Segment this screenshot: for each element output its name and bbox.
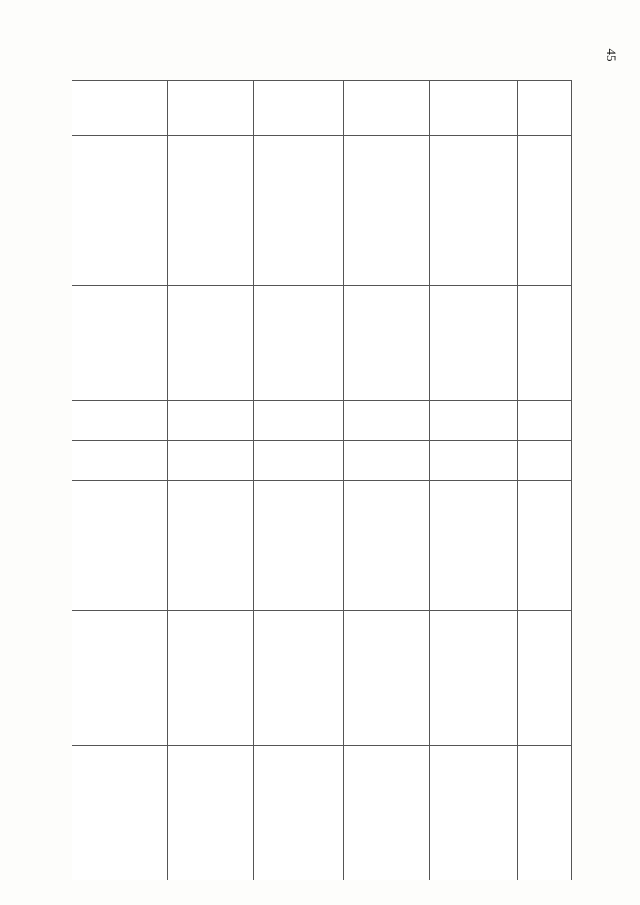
table-cell-code: [430, 81, 518, 136]
table-cell-result: [254, 481, 344, 611]
table-cell-result: [518, 481, 572, 611]
table-cell-end: [254, 441, 344, 481]
table-cell-owner: [254, 286, 344, 401]
table-cell-name: [168, 136, 254, 286]
table-row: [518, 81, 572, 881]
table-cell-result: [344, 481, 430, 611]
table-cell-owner: [168, 286, 254, 401]
table-cell-end: [518, 441, 572, 481]
table-cell-start: [254, 401, 344, 441]
table-cell-code: [344, 81, 430, 136]
table-cell-risk: [254, 611, 344, 746]
table-cell-risk: [344, 611, 430, 746]
table-cell-code: [168, 81, 254, 136]
table-cell-owner: [344, 286, 430, 401]
table-cell-indicator: [168, 746, 254, 881]
table-cell-end: [430, 441, 518, 481]
table-cell-indicator: [254, 746, 344, 881]
table-cell-risk: [518, 611, 572, 746]
table-cell-name: [254, 136, 344, 286]
table-cell-name: [72, 136, 168, 286]
table-cell-indicator: [344, 746, 430, 881]
table-cell-owner: [430, 286, 518, 401]
table-row: [344, 81, 430, 881]
table-cell-end: [344, 441, 430, 481]
table-cell-owner: [72, 286, 168, 401]
table-cell-start: [72, 401, 168, 441]
table-cell-code: [518, 81, 572, 136]
table-cell-start: [344, 401, 430, 441]
table-cell-end: [168, 441, 254, 481]
table-cell-result: [168, 481, 254, 611]
table-row: [72, 81, 168, 881]
table-cell-start: [518, 401, 572, 441]
table-cell-result: [430, 481, 518, 611]
table-cell-start: [168, 401, 254, 441]
table-cell-indicator: [518, 746, 572, 881]
table-row: [430, 81, 518, 881]
table-cell-code: [72, 81, 168, 136]
table-cell-code: [254, 81, 344, 136]
table-cell-result: [72, 481, 168, 611]
table-cell-end: [72, 441, 168, 481]
table-cell-risk: [72, 611, 168, 746]
table-cell-indicator: [430, 746, 518, 881]
table-cell-name: [518, 136, 572, 286]
rotated-table-container: [72, 80, 572, 880]
table-cell-risk: [430, 611, 518, 746]
table-row: [168, 81, 254, 881]
table-cell-start: [430, 401, 518, 441]
table-cell-name: [344, 136, 430, 286]
table-cell-name: [430, 136, 518, 286]
page-number: 45: [604, 48, 619, 62]
table-row: [254, 81, 344, 881]
table-cell-owner: [518, 286, 572, 401]
table-cell-indicator: [72, 746, 168, 881]
activity-table: [72, 80, 572, 880]
table-cell-risk: [168, 611, 254, 746]
